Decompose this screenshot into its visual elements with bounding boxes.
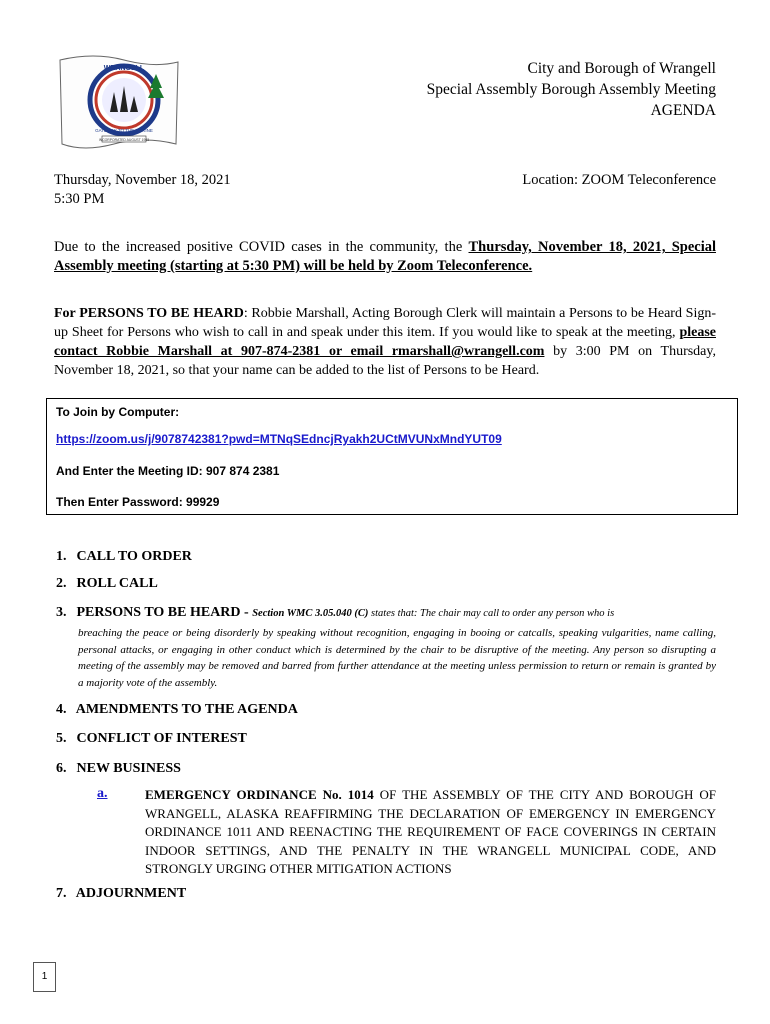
covid-notice xyxy=(54,238,716,276)
meeting-time: 5:30 PM xyxy=(54,191,105,207)
wmc-section: Section WMC 3.05.040 (C) xyxy=(252,608,369,619)
agenda-item-adjournment: 7. ADJOURNMENT xyxy=(56,886,187,901)
persons-to-be-heard-rule: breaching the peace or being disorderly by speaking without recognition, engaging in booing or catcalls, speaking vulgarities, name calling, personal attacks, or engaging in other conduct which is determined by the chair to be disruptive of the meeting. Any person so disrupting a meeting of the assembly may be removed and barred from further attendance at the meeting unless permission to return or remain is granted by a majority vote of the assembly. xyxy=(78,627,716,689)
zoom-join-box xyxy=(46,398,738,515)
persons-label: For PERSONS TO BE HEARD xyxy=(54,306,244,321)
meeting-password: Then Enter Password: 99929 xyxy=(56,495,220,509)
agenda-item-call-to-order: 1. CALL TO ORDER xyxy=(56,549,192,564)
agenda-item-persons-to-be-heard: 3. PERSONS TO BE HEARD - Section WMC 3.05.040 (C) states that: The chair may call to order any person who is xyxy=(56,605,615,620)
header-meeting-type: Special Assembly Borough Assembly Meeting xyxy=(426,81,716,98)
persons-to-be-heard-info xyxy=(54,304,716,380)
seal-top-text: WRANGELL xyxy=(103,65,145,72)
zoom-link[interactable]: https://zoom.us/j/9078742381?pwd=MTNqSEdncjRyakh2UCtMVUNxMndYUT09 xyxy=(56,432,502,446)
agenda-item-roll-call: 2. ROLL CALL xyxy=(56,576,158,591)
new-business-item-a-link[interactable]: a. xyxy=(97,786,108,801)
seal-banner-text: INCORPORATED AUGUST 1903 xyxy=(98,138,150,142)
wrangell-seal-logo xyxy=(54,52,184,152)
emergency-ordinance-1014: EMERGENCY ORDINANCE No. 1014 OF THE ASSEMBLY OF THE CITY AND BOROUGH OF WRANGELL, ALASKA REAFFIRMING THE DECLARATION OF EMERGENCY IN EMERGENCY ORDINANCE 1011 AND REENACTING THE REQUIREMENT OF FACE COVERINGS IN CERTAIN INDOOR SETTINGS, AND THE PENALTY IN THE WRANGELL MUNICIPAL CODE, AND STRONGLY URGING OTHER MITIGATION ACTIONS xyxy=(145,787,716,876)
persons-text-1: : Robbie Marshall, Acting Borough Clerk will maintain a Persons to be Heard Sign-up Sheet for Persons who wish to call in and speak under this item. If you would like to speak at the meeting, xyxy=(54,306,716,340)
meeting-id: And Enter the Meeting ID: 907 874 2381 xyxy=(56,464,280,478)
join-heading: To Join by Computer: xyxy=(56,405,180,419)
header-city: City and Borough of Wrangell xyxy=(527,60,716,77)
agenda-item-amendments: 4. AMENDMENTS TO THE AGENDA xyxy=(56,702,298,717)
clerk-contact[interactable]: please contact Robbie Marshall at 907-874-2381 or email rmarshall@wrangell.com xyxy=(54,325,716,359)
header-agenda: AGENDA xyxy=(650,102,716,119)
meeting-location: Location: ZOOM Teleconference xyxy=(522,172,716,188)
agenda-item-new-business: 6. NEW BUSINESS xyxy=(56,761,181,776)
seal-bottom-text: GATEWAY TO THE STIKINE xyxy=(95,128,153,133)
notice-prefix: Due to the increased positive COVID cases in the community, the xyxy=(54,239,469,255)
meeting-date: Thursday, November 18, 2021 xyxy=(54,172,231,188)
page-number: 1 xyxy=(33,962,56,992)
agenda-item-conflict-of-interest: 5. CONFLICT OF INTEREST xyxy=(56,731,247,746)
document-header xyxy=(427,58,716,121)
meeting-datetime xyxy=(54,171,231,209)
notice-bold: Thursday, November 18, 2021, Special Assembly meeting (starting at 5:30 PM) will be held by Zoom Teleconference. xyxy=(54,239,716,274)
persons-text-2: by 3:00 PM on Thursday, November 18, 2021, so that your name can be added to the list of Persons to be Heard. xyxy=(54,344,716,378)
